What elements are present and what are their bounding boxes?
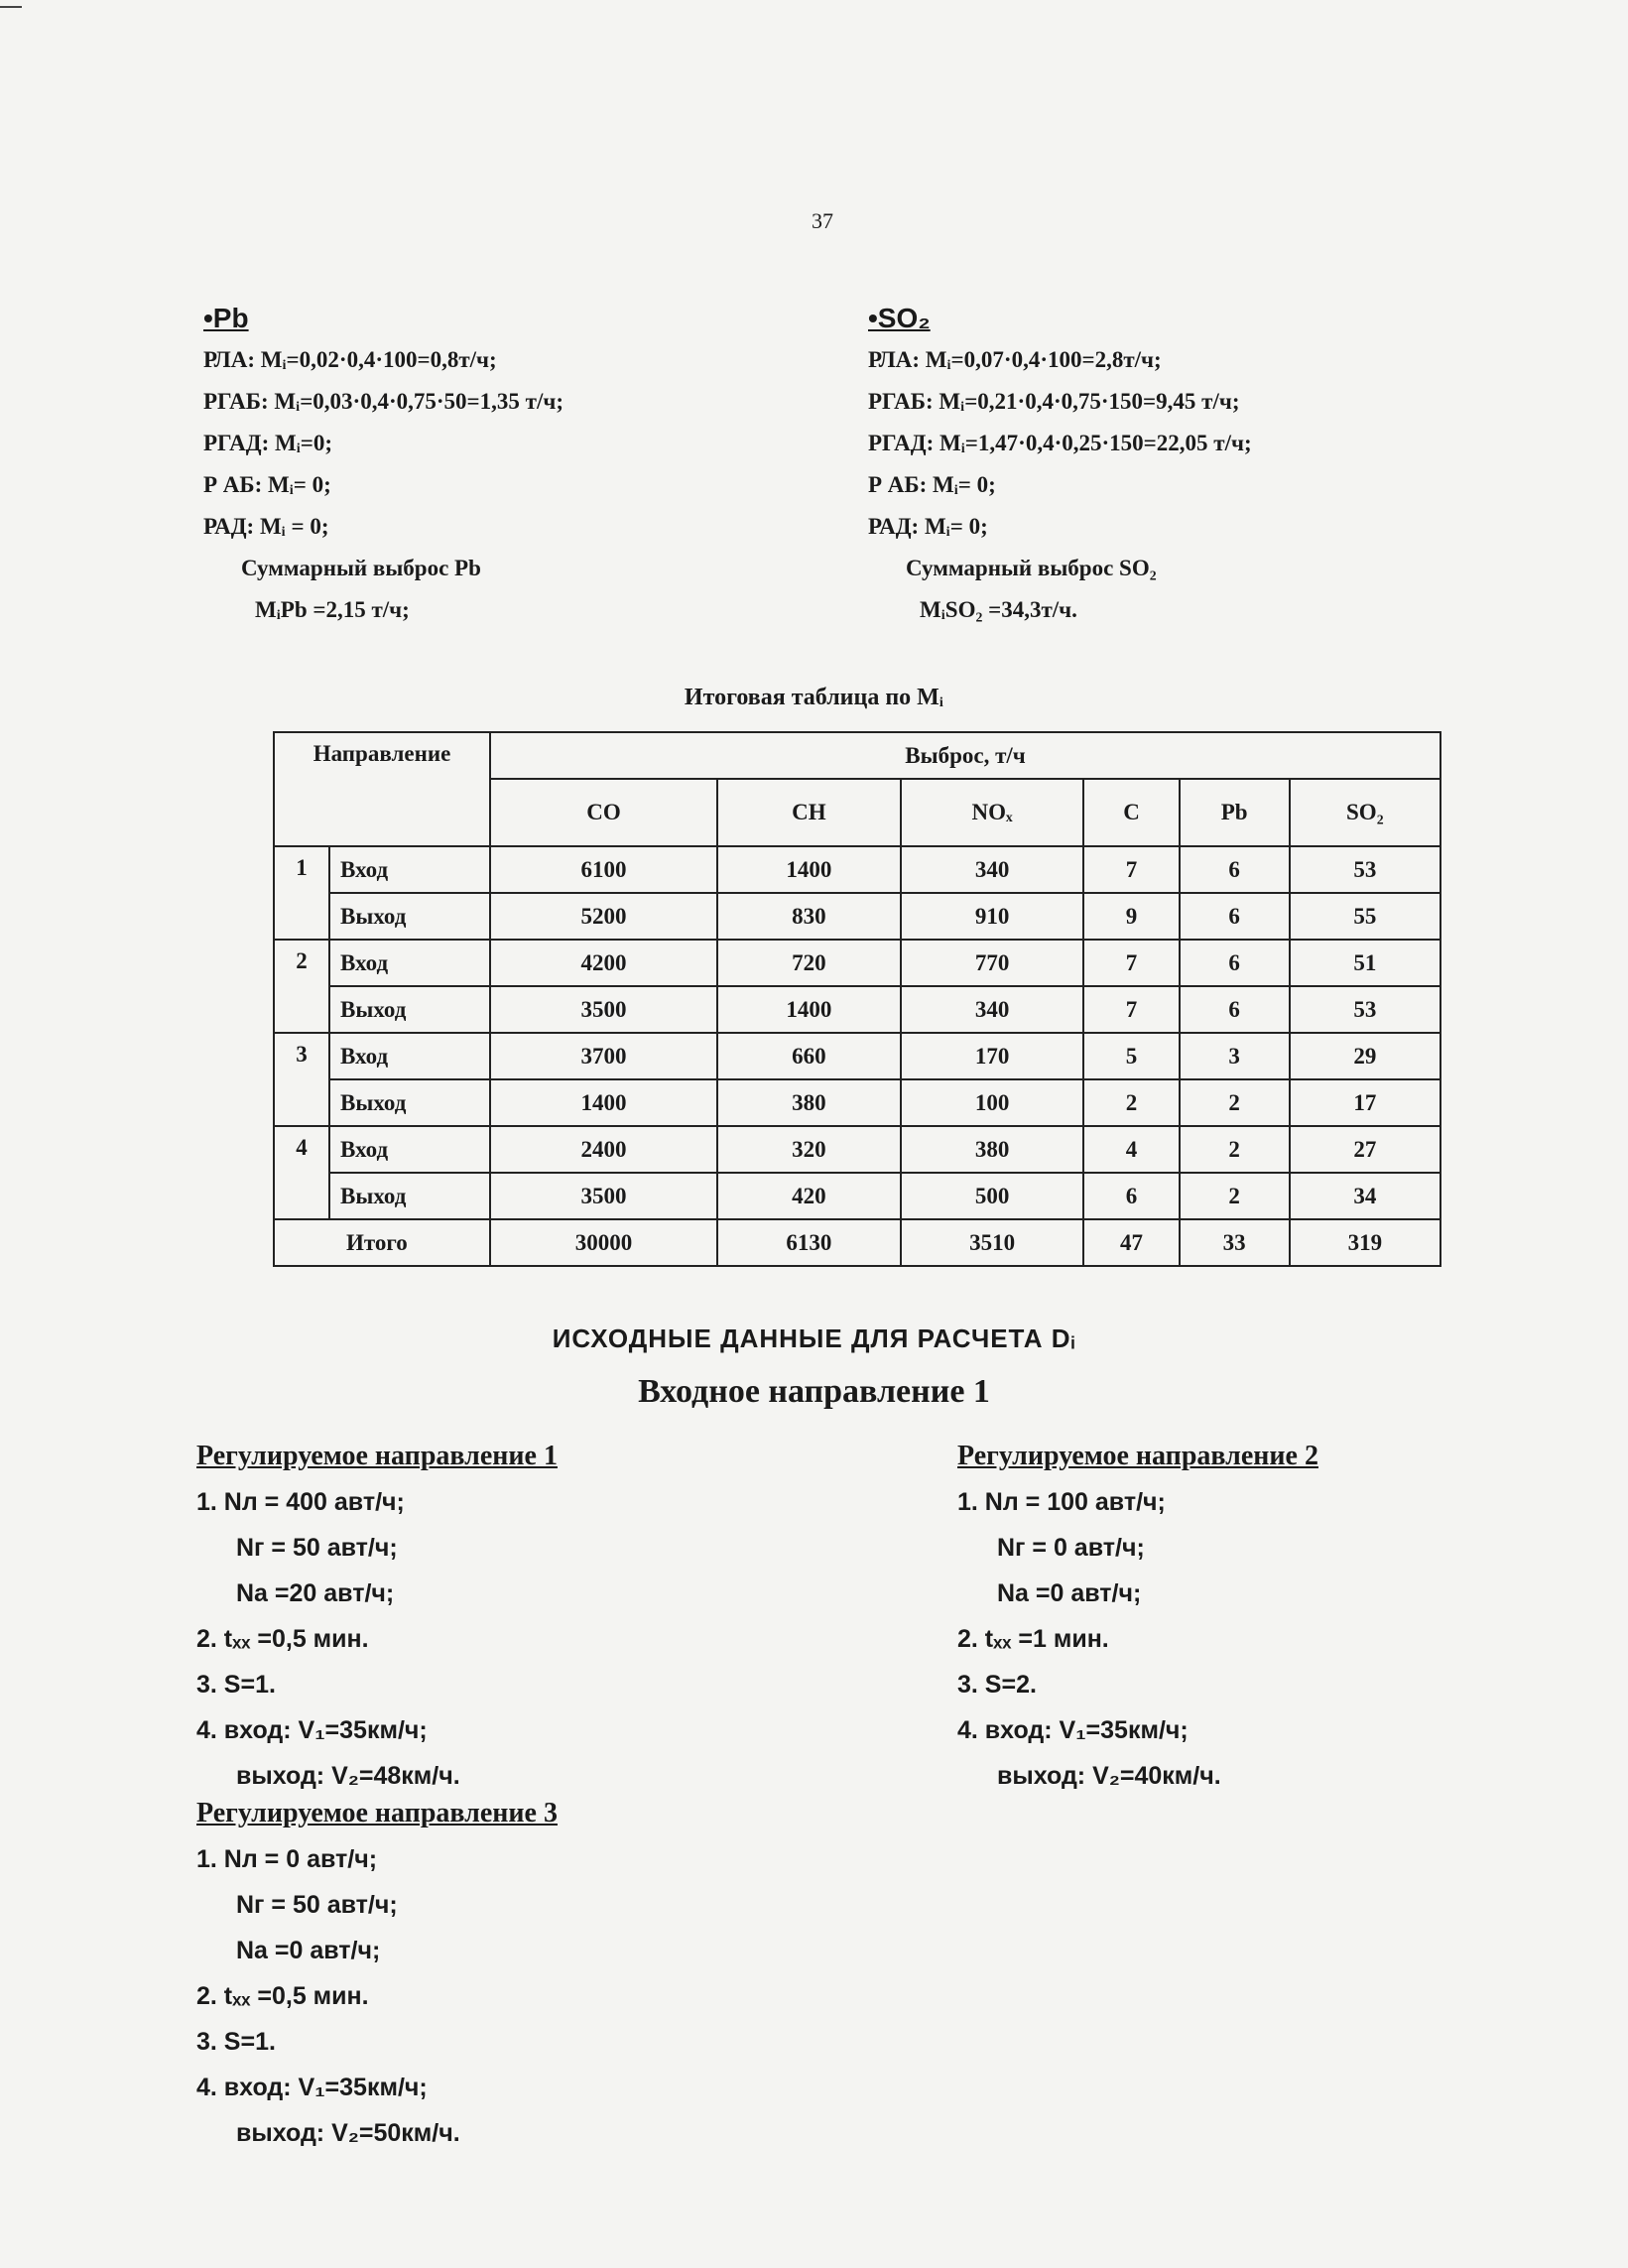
direction-number: 4 bbox=[274, 1126, 329, 1219]
subtitle: Входное направление 1 bbox=[638, 1373, 990, 1410]
table-cell: 5 bbox=[1083, 1033, 1179, 1079]
rd1-line: выход: V₂=48км/ч. bbox=[236, 1762, 460, 1790]
rd2-line: выход: V₂=40км/ч. bbox=[997, 1762, 1221, 1790]
table-cell: 6 bbox=[1083, 1173, 1179, 1219]
table-cell: 17 bbox=[1290, 1079, 1440, 1126]
rd3-line: 4. вход: V₁=35км/ч; bbox=[196, 2074, 428, 2101]
table-cell: 7 bbox=[1083, 846, 1179, 893]
table-cell: 320 bbox=[717, 1126, 901, 1173]
rd3-line: 2. tₓₓ =0,5 мин. bbox=[196, 1982, 369, 2010]
pb-title: •Pb bbox=[203, 303, 249, 333]
column-header: CO bbox=[490, 779, 717, 846]
pb-line: РАД: Mᵢ = 0; bbox=[203, 514, 329, 539]
table-cell: 2 bbox=[1180, 1126, 1290, 1173]
section-title: ИСХОДНЫЕ ДАННЫЕ ДЛЯ РАСЧЕТА Dᵢ bbox=[552, 1323, 1076, 1353]
table-cell: 4 bbox=[1083, 1126, 1179, 1173]
table-cell: 420 bbox=[717, 1173, 901, 1219]
table-cell: 47 bbox=[1083, 1219, 1179, 1266]
row-label: Выход bbox=[329, 986, 490, 1033]
so2-sum-value: MᵢSO₂ =34,3т/ч. bbox=[920, 597, 1077, 622]
table-cell: 33 bbox=[1180, 1219, 1290, 1266]
column-header: Pb bbox=[1180, 779, 1290, 846]
summary-table bbox=[273, 731, 1441, 1267]
table-cell: 6 bbox=[1180, 986, 1290, 1033]
table-cell: 7 bbox=[1083, 986, 1179, 1033]
rd3-line: Nа =0 авт/ч; bbox=[236, 1937, 381, 1964]
table-cell: 2 bbox=[1083, 1079, 1179, 1126]
rd1-line: 4. вход: V₁=35км/ч; bbox=[196, 1716, 428, 1744]
table-cell: 2 bbox=[1180, 1173, 1290, 1219]
so2-block bbox=[868, 298, 1252, 631]
regulated-direction-1 bbox=[196, 1434, 558, 1799]
table-total-row bbox=[274, 1219, 1440, 1266]
table-cell: 3700 bbox=[490, 1033, 717, 1079]
table-cell: 27 bbox=[1290, 1126, 1440, 1173]
rd2-line: Nг = 0 авт/ч; bbox=[997, 1534, 1145, 1562]
table-title: Итоговая таблица по Mᵢ bbox=[684, 685, 944, 710]
table-row bbox=[274, 986, 1440, 1033]
table-cell: 319 bbox=[1290, 1219, 1440, 1266]
table-cell: 1400 bbox=[717, 986, 901, 1033]
rd2-line: Nа =0 авт/ч; bbox=[997, 1579, 1142, 1607]
rd2-line: 2. tₓₓ =1 мин. bbox=[957, 1625, 1109, 1653]
table-row bbox=[274, 1126, 1440, 1173]
table-cell: 910 bbox=[901, 893, 1084, 940]
table-cell: 720 bbox=[717, 940, 901, 986]
so2-sum-label: Суммарный выброс SO₂ bbox=[906, 556, 1157, 580]
direction-number: 1 bbox=[274, 846, 329, 940]
table-cell: 1400 bbox=[717, 846, 901, 893]
head-direction: Направление bbox=[274, 732, 490, 846]
rd1-heading: Регулируемое направление 1 bbox=[196, 1441, 558, 1471]
row-label: Выход bbox=[329, 1079, 490, 1126]
table-cell: 51 bbox=[1290, 940, 1440, 986]
table-cell: 34 bbox=[1290, 1173, 1440, 1219]
table-cell: 340 bbox=[901, 846, 1084, 893]
rd3-heading: Регулируемое направление 3 bbox=[196, 1798, 558, 1828]
table-cell: 53 bbox=[1290, 986, 1440, 1033]
table-cell: 380 bbox=[901, 1126, 1084, 1173]
table-cell: 3 bbox=[1180, 1033, 1290, 1079]
pb-line: Р АБ: Mᵢ= 0; bbox=[203, 472, 331, 497]
table-cell: 500 bbox=[901, 1173, 1084, 1219]
table-cell: 6100 bbox=[490, 846, 717, 893]
corner-mark bbox=[0, 6, 22, 8]
table-row bbox=[274, 940, 1440, 986]
row-label: Вход bbox=[329, 940, 490, 986]
direction-number: 2 bbox=[274, 940, 329, 1033]
rd1-line: Nа =20 авт/ч; bbox=[236, 1579, 395, 1607]
total-label: Итого bbox=[274, 1219, 490, 1266]
table-cell: 6 bbox=[1180, 846, 1290, 893]
rd1-line: Nг = 50 авт/ч; bbox=[236, 1534, 398, 1562]
table-cell: 340 bbox=[901, 986, 1084, 1033]
pb-line: РГАБ: Mᵢ=0,03·0,4·0,75·50=1,35 т/ч; bbox=[203, 389, 564, 414]
table-row bbox=[274, 1033, 1440, 1079]
table-row bbox=[274, 893, 1440, 940]
page-number: 37 bbox=[812, 208, 833, 233]
regulated-direction-2 bbox=[957, 1434, 1318, 1799]
pb-sum-label: Суммарный выброс Pb bbox=[241, 556, 481, 580]
row-label: Вход bbox=[329, 846, 490, 893]
table-cell: 4200 bbox=[490, 940, 717, 986]
table-cell: 3500 bbox=[490, 986, 717, 1033]
table-cell: 5200 bbox=[490, 893, 717, 940]
rd3-line: Nг = 50 авт/ч; bbox=[236, 1891, 398, 1919]
table-cell: 2 bbox=[1180, 1079, 1290, 1126]
row-label: Вход bbox=[329, 1126, 490, 1173]
table-cell: 830 bbox=[717, 893, 901, 940]
table-row bbox=[274, 1079, 1440, 1126]
column-header: SO₂ bbox=[1290, 779, 1440, 846]
table-cell: 100 bbox=[901, 1079, 1084, 1126]
rd2-line: 4. вход: V₁=35км/ч; bbox=[957, 1716, 1189, 1744]
column-header: NOₓ bbox=[901, 779, 1084, 846]
pb-block bbox=[203, 298, 564, 631]
so2-line: Р АБ: Mᵢ= 0; bbox=[868, 472, 996, 497]
table-cell: 53 bbox=[1290, 846, 1440, 893]
column-header: CH bbox=[717, 779, 901, 846]
table-cell: 660 bbox=[717, 1033, 901, 1079]
table-cell: 9 bbox=[1083, 893, 1179, 940]
rd3-line: выход: V₂=50км/ч. bbox=[236, 2119, 460, 2147]
head-emission: Выброс, т/ч bbox=[490, 732, 1440, 779]
so2-line: РГАД: Mᵢ=1,47·0,4·0,25·150=22,05 т/ч; bbox=[868, 431, 1252, 455]
table-cell: 29 bbox=[1290, 1033, 1440, 1079]
row-label: Выход bbox=[329, 893, 490, 940]
rd3-line: 3. S=1. bbox=[196, 2028, 276, 2056]
column-header: C bbox=[1083, 779, 1179, 846]
so2-line: РГАБ: Mᵢ=0,21·0,4·0,75·150=9,45 т/ч; bbox=[868, 389, 1240, 414]
row-label: Вход bbox=[329, 1033, 490, 1079]
table-cell: 6 bbox=[1180, 940, 1290, 986]
table-cell: 1400 bbox=[490, 1079, 717, 1126]
table-cell: 6130 bbox=[717, 1219, 901, 1266]
table-row bbox=[274, 1173, 1440, 1219]
table-cell: 55 bbox=[1290, 893, 1440, 940]
rd1-line: 2. tₓₓ =0,5 мин. bbox=[196, 1625, 369, 1653]
rd2-heading: Регулируемое направление 2 bbox=[957, 1441, 1318, 1471]
rd1-line: 1. Nл = 400 авт/ч; bbox=[196, 1488, 405, 1516]
table-row bbox=[274, 846, 1440, 893]
table-cell: 3500 bbox=[490, 1173, 717, 1219]
table-cell: 380 bbox=[717, 1079, 901, 1126]
regulated-direction-3 bbox=[196, 1791, 558, 2156]
pb-sum-value: MᵢPb =2,15 т/ч; bbox=[255, 597, 410, 622]
table-cell: 3510 bbox=[901, 1219, 1084, 1266]
row-label: Выход bbox=[329, 1173, 490, 1219]
so2-line: РЛА: Mᵢ=0,07·0,4·100=2,8т/ч; bbox=[868, 347, 1162, 372]
table-cell: 2400 bbox=[490, 1126, 717, 1173]
table-cell: 6 bbox=[1180, 893, 1290, 940]
table-cell: 770 bbox=[901, 940, 1084, 986]
so2-title: •SO₂ bbox=[868, 303, 931, 333]
table-cell: 170 bbox=[901, 1033, 1084, 1079]
table-cell: 30000 bbox=[490, 1219, 717, 1266]
table-cell: 7 bbox=[1083, 940, 1179, 986]
rd3-line: 1. Nл = 0 авт/ч; bbox=[196, 1845, 378, 1873]
pb-line: РЛА: Mᵢ=0,02·0,4·100=0,8т/ч; bbox=[203, 347, 497, 372]
rd2-line: 1. Nл = 100 авт/ч; bbox=[957, 1488, 1166, 1516]
rd1-line: 3. S=1. bbox=[196, 1671, 276, 1699]
pb-line: РГАД: Mᵢ=0; bbox=[203, 431, 333, 455]
rd2-line: 3. S=2. bbox=[957, 1671, 1037, 1699]
so2-line: РАД: Mᵢ= 0; bbox=[868, 514, 988, 539]
direction-number: 3 bbox=[274, 1033, 329, 1126]
